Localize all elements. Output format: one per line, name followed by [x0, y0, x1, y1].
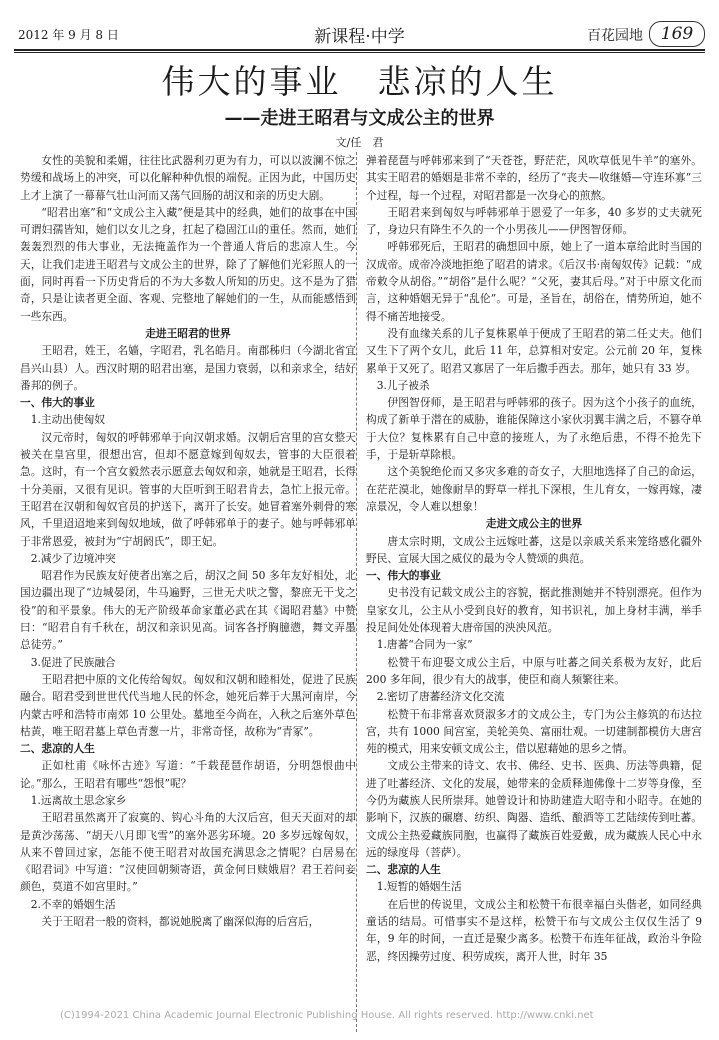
paragraph: 关于王昭君一般的资料，都说她脱离了幽深似海的后宫后，: [41, 915, 320, 929]
article-subtitle: ——走进王昭君与文成公主的世界: [224, 108, 495, 129]
paragraph: 弹着琵琶与呼韩邪来到了“天苍苍，野茫茫，风吹草低见牛羊”的塞外。其实王昭君的婚姻是非常不幸的，经历了“丧夫—收继婚—守连环寡”三个过程，每一个过程，对昭君都是一次身心的煎熬。: [366, 154, 702, 202]
paragraph: 汉元帝时，匈奴的呼韩邪单于向汉朝求婚。汉朝后宫里的宫女整天被关在皇宫里，很想出宫，但却不愿意嫁到匈奴去，管事的大臣很着急。这时，有一个宫女毅然表示愿意去匈奴和亲，她就是王昭君，长得十分美丽，又很有见识。管事的大臣听到王昭君肯去，急忙上报元帝。王昭君在汉朝和匈奴官员的护送下，离开了长安。她冒着塞外刺骨的寒风，千里迢迢地来到匈奴地域，做了呼韩邪单于的妻子。她与呼韩邪单于非常恩爱，被封为“宁胡阏氏”，即王妃。: [20, 430, 356, 548]
sub-heading: 1.短暂的婚姻生活: [376, 880, 462, 894]
part-heading: 一、伟大的事业: [20, 396, 95, 410]
issue-date: 2012 年 9 月 8 日: [18, 28, 119, 42]
copyright-watermark: (C)1994-2021 China Academic Journal Electronic Publishing House. All rights reserved. http://www.cnki.net: [60, 1010, 594, 1021]
article-title: 伟大的事业 悲凉的人生: [161, 62, 558, 101]
header-rule: [14, 49, 705, 51]
paragraph: 王昭君虽然离开了寂寞的、钩心斗角的大汉后宫，但天天面对的却是黄沙荡荡、“胡天八月即飞雪”的塞外恶劣环境。20 多岁远嫁匈奴，从来不曾回过家，怎能不使王昭君对故国充满思念之情呢？白居易在《昭君词》中写道：“汉使回朝频寄语，黄金何日赎娥眉？君王若问妾颜色，莫道不如宫里时。”: [20, 811, 356, 894]
paragraph: 松赞干布迎娶文成公主后，中原与吐蕃之间关系极为友好，此后 200 多年间，很少有大的战事，使臣和商人频繁往来。: [366, 655, 702, 686]
paragraph: “昭君出塞”和“文成公主入藏”便是其中的经典，她们的故事在中国可谓妇孺皆知，她们以女儿之身，扛起了稳固江山的重任。然而，她们轰轰烈烈的伟大事业，无法掩盖作为一个普通人背后的悲凉人生。今天，让我们走进王昭君与文成公主的世界，除了了解他们光彩照人的一面，同时再看一下历史背后的不为大多数人所知的历史。这不是为了猎奇，只是让读者更全面、客观、完整地了解她们的一生，从而能感悟到一些东西。: [20, 205, 356, 323]
paragraph: 昭君作为民族友好使者出塞之后，胡汉之间 50 多年友好相处，北国边疆出现了“边城晏闭，牛马遍野，三世无犬吠之警，黎庶无干戈之役”的和平景象。伟大的无产阶级革命家董必武在其《谒昭君墓》中赞曰：“昭君自有千秋在，胡汉和亲识见高。词客各抒胸臆懑，舞文弄墨总徒劳。”: [20, 569, 356, 652]
paragraph: 伊图智伢师，是王昭君与呼韩邪的孩子。因为这个小孩子的血统，构成了新单于潜在的威胁，谁能保障这小家伙羽翼丰满之后，不篡夺单于大位？复株累有自己中意的接班人，为了永绝后患，不得不抢先下手，于是斩草除根。: [366, 396, 702, 462]
paragraph: 呼韩邪死后，王昭君的确想回中原，她上了一道本章给此时当国的汉成帝。成帝冷淡地拒绝了昭君的请求。《后汉书·南匈奴传》记载：“成帝敕令从胡俗。”“胡俗”是什么呢？“父死，妻其后母。”对于中原文化而言，这种婚姻无异于“乱伦”。可是，圣旨在，胡俗在，情势所迫，她不得不痛苦地接受。: [366, 240, 702, 323]
section-heading: 走进文成公主的世界: [485, 517, 583, 531]
part-heading: 二、悲凉的人生: [20, 742, 95, 756]
paragraph: 王昭君，姓王，名嫱，字昭君，乳名皓月。南郡秭归（今湖北省宜昌兴山县）人。西汉时期的昭君出塞，是国力衰弱，以和亲求全，结好番邦的例子。: [20, 344, 356, 392]
journal-column: 新课程·中学: [314, 27, 405, 47]
right-column: [366, 152, 702, 965]
sub-heading: 1.主动出使匈奴: [30, 413, 106, 427]
article-author: 文/任 君: [335, 136, 384, 149]
part-heading: 一、伟大的事业: [366, 569, 441, 583]
paragraph: 文成公主带来的诗文、农书、佛经、史书、医典、历法等典籍，促进了吐蕃经济、文化的发展，她带来的金质释迦佛像十二岁等身像，至今仍为藏族人民所崇拜。她曾设计和协助建造大昭寺和小昭寺。在她的影响下，汉族的碾磨、纺织、陶器、造纸、酿酒等工艺陆续传到吐蕃。文成公主热爱藏族同胞，也赢得了藏族百姓爱戴，成为藏族人民心中永远的绿度母（菩萨）。: [366, 759, 702, 859]
header-rule-thin: [14, 52, 705, 53]
paragraph: 松赞干布非常喜欢贤淑多才的文成公主，专门为公主修筑的布达拉宫，共有 1000 间宫室，美轮美奂、富丽壮观。一切建制都模仿大唐宫苑的模式，用来安顿文成公主，借以慰藉她的思乡之情。: [366, 707, 702, 756]
column-divider: [356, 152, 357, 1032]
paragraph: 女性的美貌和柔媚，往往比武器利刃更为有力，可以以波澜不惊之势缓和战场上的冲突，可以化解种种仇恨的端倪。正因为此，中国历史上才上演了一幕幕气壮山河而又荡气回肠的胡汉和亲的历史大剧。: [20, 154, 356, 202]
sub-heading: 1.唐蕃“合同为一家”: [376, 638, 473, 652]
paragraph: 没有血缘关系的儿子复株累单于便成了王昭君的第二任丈夫。他们又生下了两个女儿，此后 11 年，总算相对安定。公元前 20 年，复株累单于又死了。昭君又寡居了一年后撒手西去。那年，她只有 33 岁。: [366, 326, 702, 375]
left-column: [20, 152, 356, 930]
sub-heading: 3.促进了民族融合: [30, 655, 116, 669]
paragraph: 唐太宗时期，文成公主远嫁吐蕃，这是以亲戚关系来笼络感化疆外野民、宣展大国之威仪的最为令人赞颂的典范。: [366, 534, 702, 565]
page-header: [14, 22, 705, 46]
paragraph: 王昭君把中原的文化传给匈奴。匈奴和汉朝和睦相处，促进了民族融合。昭君受到世世代代当地人民的怀念，她死后葬于大黑河南岸，今内蒙古呼和浩特市南郊 10 公里处。墓地至今尚在，入秋之后塞外草色枯黄，唯王昭君墓上草色青葱一片，非常奇怪，故称为“青冢”。: [20, 672, 356, 738]
sub-heading: 2.不幸的婚姻生活: [30, 897, 116, 911]
section-heading: 走进王昭君的世界: [145, 326, 231, 340]
sub-heading: 2.密切了唐蕃经济文化交流: [376, 690, 505, 704]
sub-heading: 2.减少了边境冲突: [30, 551, 116, 565]
sub-heading: 3.儿子被杀: [376, 378, 430, 392]
paragraph: 在后世的传说里，文成公主和松赞干布很幸福白头偕老，如同经典童话的结局。可惜事实不是这样，松赞干布与文成公主仅仅生活了 9 年，9 年的时间，一直迁是聚少离多。松赞干布连年征战，政治斗争险恶，终因操劳过度、积劳成疾，离开人世，时年 35: [366, 897, 702, 963]
section-name: 百花园地: [587, 28, 643, 44]
sub-heading: 1.远离故土思念家乡: [30, 793, 127, 807]
paragraph: 正如杜甫《咏怀古迹》写道：“千载琵琶作胡语，分明怨恨曲中论。”那么，王昭君有哪些“怨恨”呢？: [20, 759, 356, 790]
paragraph: 王昭君来到匈奴与呼韩邪单于恩爱了一年多，40 多岁的丈夫就死了，身边只有降生不久的一个小男孩儿——伊图智伢师。: [366, 205, 702, 237]
page-number: 169: [649, 21, 705, 47]
paragraph: 这个美貌绝伦而又多灾多难的奇女子，大胆地选择了自己的命运，在茫茫漠北，她像耐旱的野草一样扎下深根，生儿育女，一嫁再嫁，凄凉景况，令人难以想象！: [366, 465, 702, 513]
paragraph: 史书没有记载文成公主的容貌，据此推测她并不特别漂亮。但作为皇家女儿，公主从小受到良好的教育，知书识礼，加上身材丰满，举手投足间处处体现着大唐帝国的泱泱风范。: [366, 586, 702, 635]
part-heading: 二、悲凉的人生: [366, 863, 441, 877]
